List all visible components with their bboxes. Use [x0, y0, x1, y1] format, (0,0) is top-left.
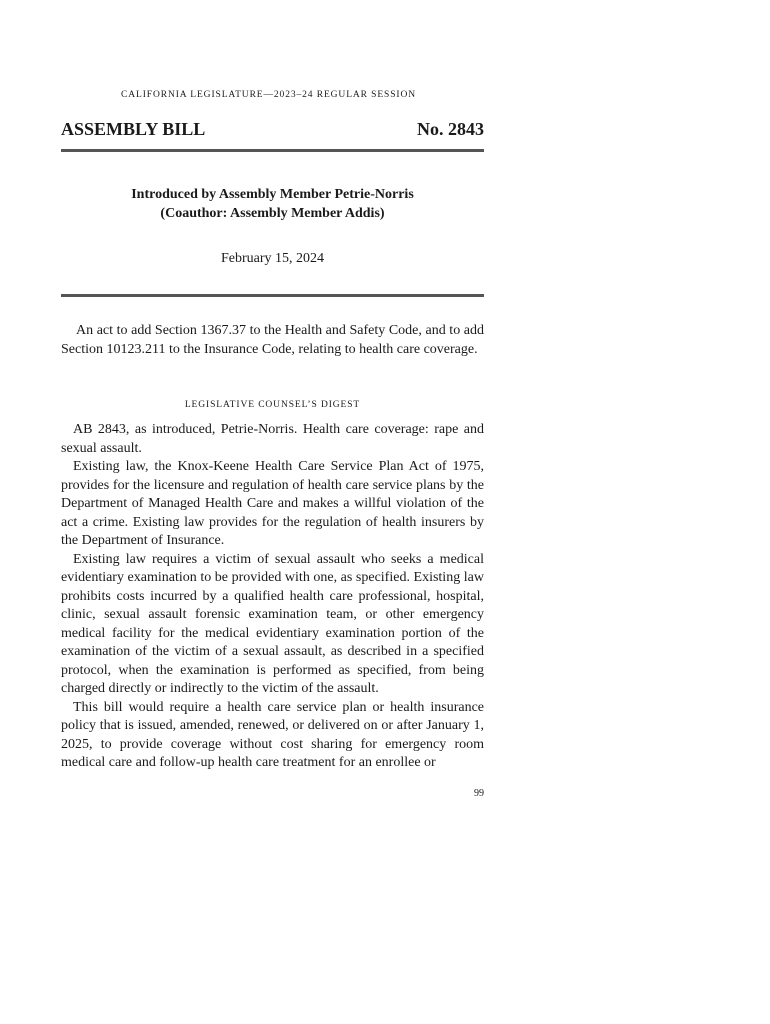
top-divider: [61, 149, 484, 152]
digest-paragraph: Existing law requires a victim of sexual assault who seeks a medical evidentiary examination to be provided with one, as specified. Existing law prohibits costs incurred by a qualified health care professional, hospital, clinic, sexual assault forensic examination team, or other emergency medical facility for the medical evidentiary examination portion of the examination of the victim of a sexual assault, as described in a specified protocol, when the examination is performed as specified, from being charged directly or indirectly to the victim of the assault.: [61, 551, 484, 696]
bottom-divider: [61, 294, 484, 297]
act-title: An act to add Section 1367.37 to the Health and Safety Code, and to add Section 10123.211 to the Insurance Code, relating to health care coverage.: [61, 323, 484, 357]
digest-heading: LEGISLATIVE COUNSEL’S DIGEST: [184, 400, 361, 410]
digest-paragraph: Existing law, the Knox-Keene Health Care Service Plan Act of 1975, provides for the licensure and regulation of health care service plans by the Department of Managed Health Care and makes a willful violation of the act a crime. Existing law provides for the regulation of health insurers by the Department of Insurance.: [61, 459, 484, 548]
coauthor: (Coauthor: Assembly Member Addis): [160, 206, 385, 221]
bill-number: No. 2843: [417, 119, 484, 139]
digest-body: [61, 421, 484, 773]
digest-paragraph: AB 2843, as introduced, Petrie-Norris. Health care coverage: rape and sexual assault.: [61, 422, 484, 456]
page-number: 99: [474, 788, 484, 799]
digest-paragraph: This bill would require a health care service plan or health insurance policy that is issued, amended, renewed, or delivered on or after January 1, 2025, to provide coverage without cost sharing for emergency room medical care and follow-up health care treatment for an enrollee or: [61, 699, 484, 770]
introduction-block: [61, 185, 484, 223]
session-header: CALIFORNIA LEGISLATURE—2023–24 REGULAR SESSION: [121, 90, 417, 100]
bill-type: ASSEMBLY BILL: [61, 119, 206, 139]
introduced-by: Introduced by Assembly Member Petrie-Norris: [131, 187, 414, 202]
bill-title-row: [61, 119, 484, 140]
introduction-date: February 15, 2024: [220, 251, 325, 266]
